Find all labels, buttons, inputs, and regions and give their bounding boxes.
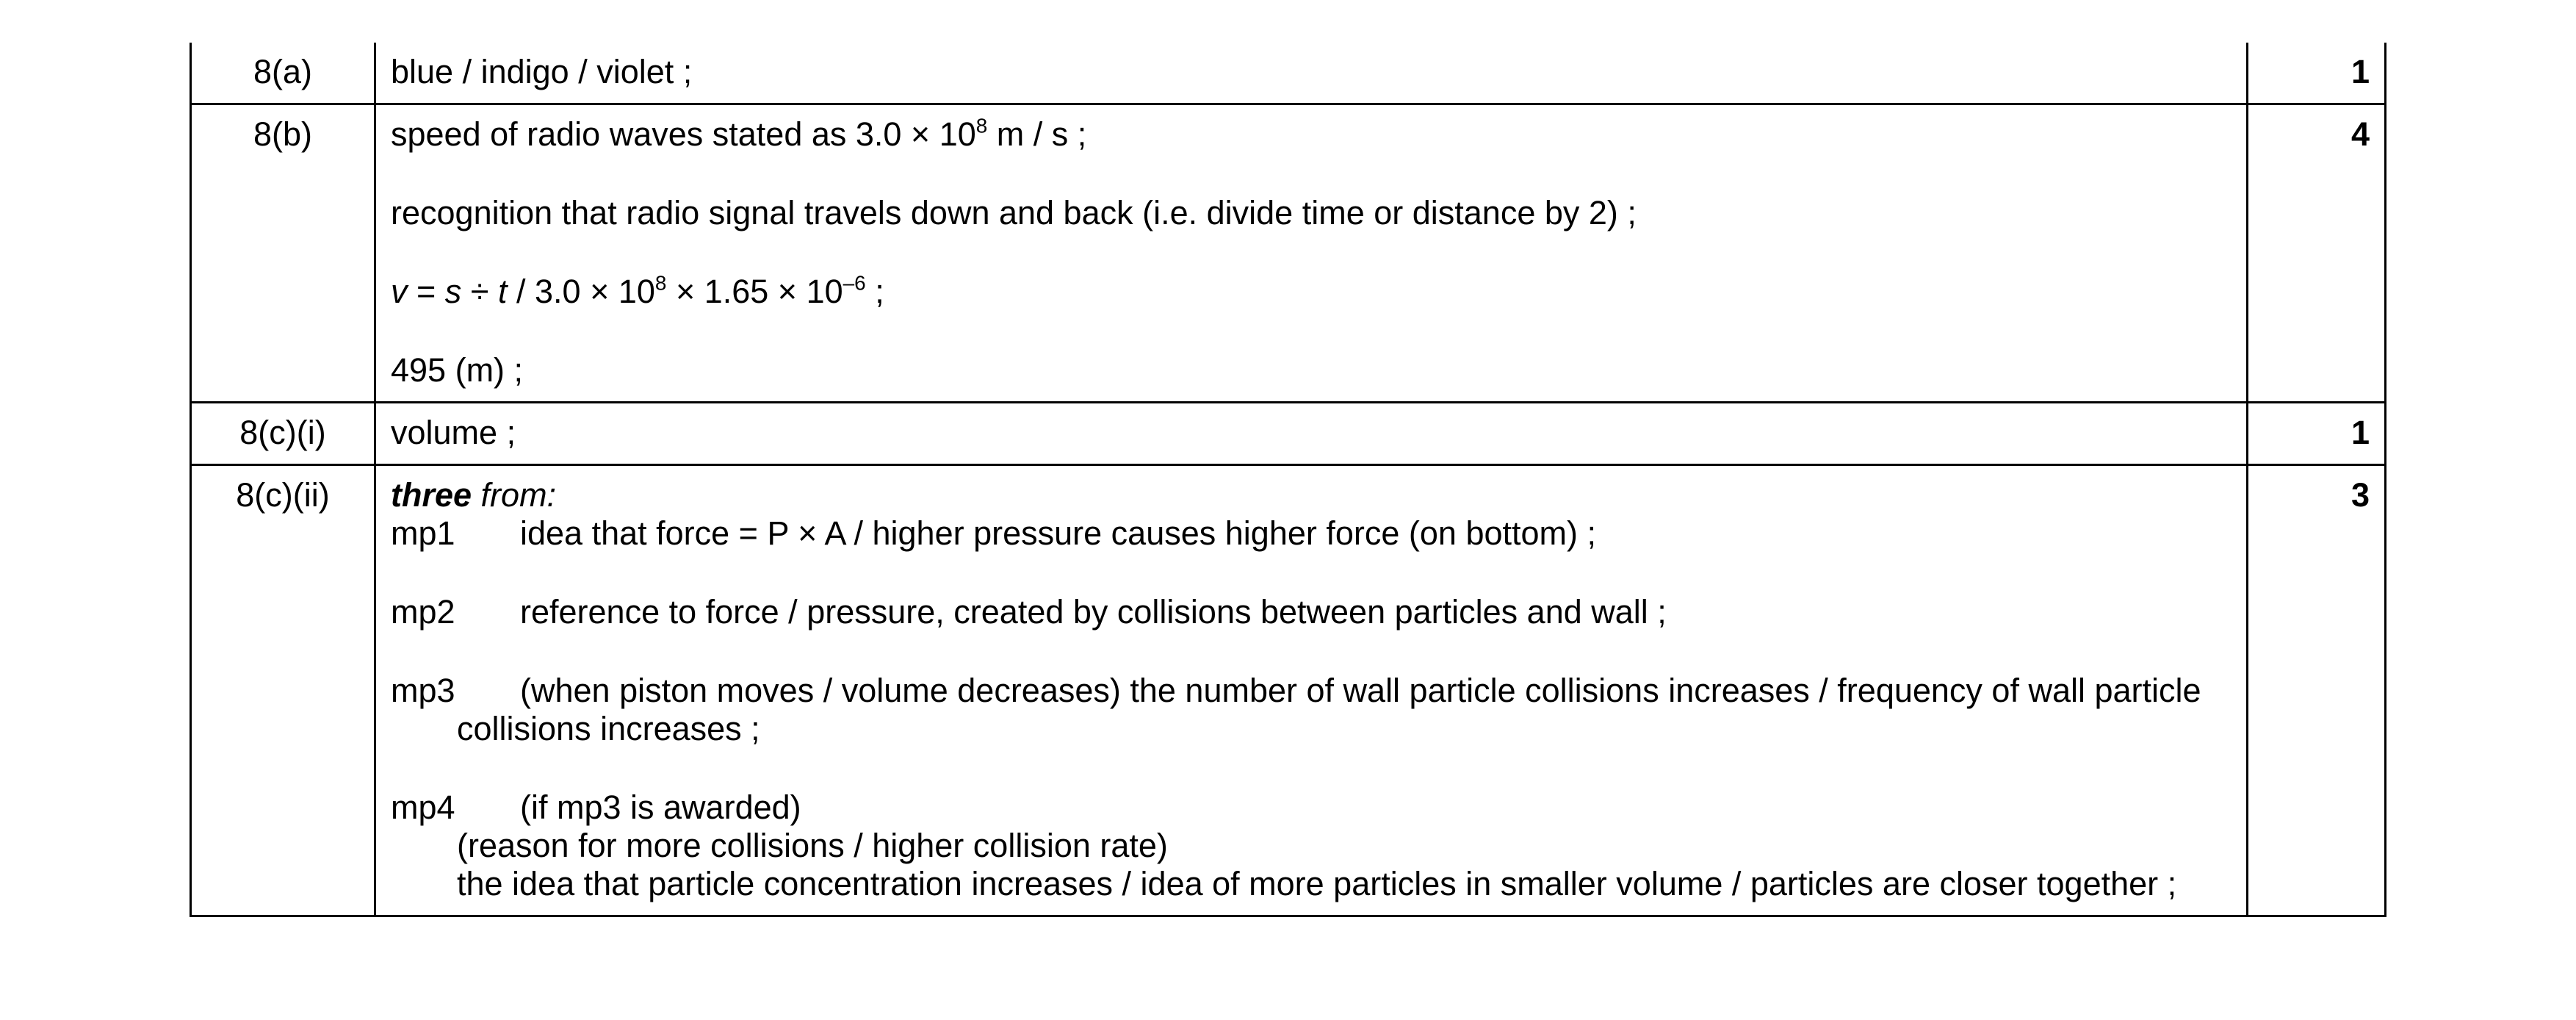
exponent: 8	[975, 114, 988, 137]
marking-point-text: (if mp3 is awarded)	[520, 789, 801, 826]
marks-value: 4	[2248, 104, 2386, 403]
answer-cell	[375, 104, 2248, 403]
marking-point-label: mp3	[391, 672, 455, 709]
answer-text: blue / indigo / violet ;	[391, 53, 693, 90]
answer-line-equation	[391, 273, 2232, 311]
marking-point-2	[391, 593, 2232, 631]
answer-cell	[375, 403, 2248, 465]
marking-point-4	[391, 789, 2232, 827]
exponent: –6	[843, 271, 866, 295]
answer-text: volume ;	[391, 414, 516, 451]
marking-point-continuation: the idea that particle concentration increases / idea of more particles in smaller volume / particles are closer together ;	[457, 865, 2177, 902]
marking-point-continuation: collisions increases ;	[457, 710, 760, 747]
answer-intro	[391, 476, 2232, 514]
marks-value: 1	[2248, 403, 2386, 465]
marking-point-continuation: (reason for more collisions / higher collision rate)	[457, 827, 1168, 864]
answer-text: m / s ;	[987, 115, 1087, 153]
mark-scheme-table	[190, 43, 2386, 917]
answer-line-result: 495 (m) ;	[391, 351, 524, 389]
exponent: 8	[654, 271, 667, 295]
marking-point-label: mp2	[391, 593, 455, 631]
marking-point-label: mp1	[391, 514, 455, 552]
answer-line-recognition: recognition that radio signal travels down and back (i.e. divide time or distance by 2) ;	[391, 194, 1637, 231]
answer-line-speed	[391, 115, 2232, 154]
answer-text: ;	[865, 273, 884, 310]
answer-text: / 3.0 × 10	[507, 273, 655, 310]
marking-point-3	[391, 672, 2232, 710]
marking-point-text: reference to force / pressure, created by collisions between particles and wall ;	[520, 593, 1667, 631]
marking-point-label: mp4	[391, 789, 455, 826]
marks-value: 1	[2248, 43, 2386, 104]
marking-point-text: idea that force = P × A / higher pressure causes higher force (on bottom) ;	[520, 514, 1597, 552]
marks-value: 3	[2248, 465, 2386, 916]
table-row-8a	[191, 43, 2386, 104]
marking-point-text: (when piston moves / volume decreases) the number of wall particle collisions increases / frequency of wall particle	[520, 672, 2201, 709]
answer-cell	[375, 465, 2248, 916]
answer-text: speed of radio waves stated as 3.0 × 10	[391, 115, 976, 153]
question-number: 8(a)	[191, 43, 375, 104]
table-row-8cii	[191, 465, 2386, 916]
equals-sign: =	[407, 273, 445, 310]
question-number: 8(b)	[191, 104, 375, 403]
intro-rest: from:	[472, 476, 557, 514]
divide-sign: ÷	[461, 273, 498, 310]
intro-bold: three	[391, 476, 472, 514]
question-number: 8(c)(ii)	[191, 465, 375, 916]
answer-cell	[375, 43, 2248, 104]
answer-text: × 1.65 × 10	[666, 273, 843, 310]
marking-point-1	[391, 514, 2232, 553]
table-row-8b	[191, 104, 2386, 403]
variable-s: s	[444, 273, 462, 310]
variable-v: v	[391, 273, 408, 310]
question-number: 8(c)(i)	[191, 403, 375, 465]
variable-t: t	[498, 273, 508, 310]
table-row-8ci	[191, 403, 2386, 465]
